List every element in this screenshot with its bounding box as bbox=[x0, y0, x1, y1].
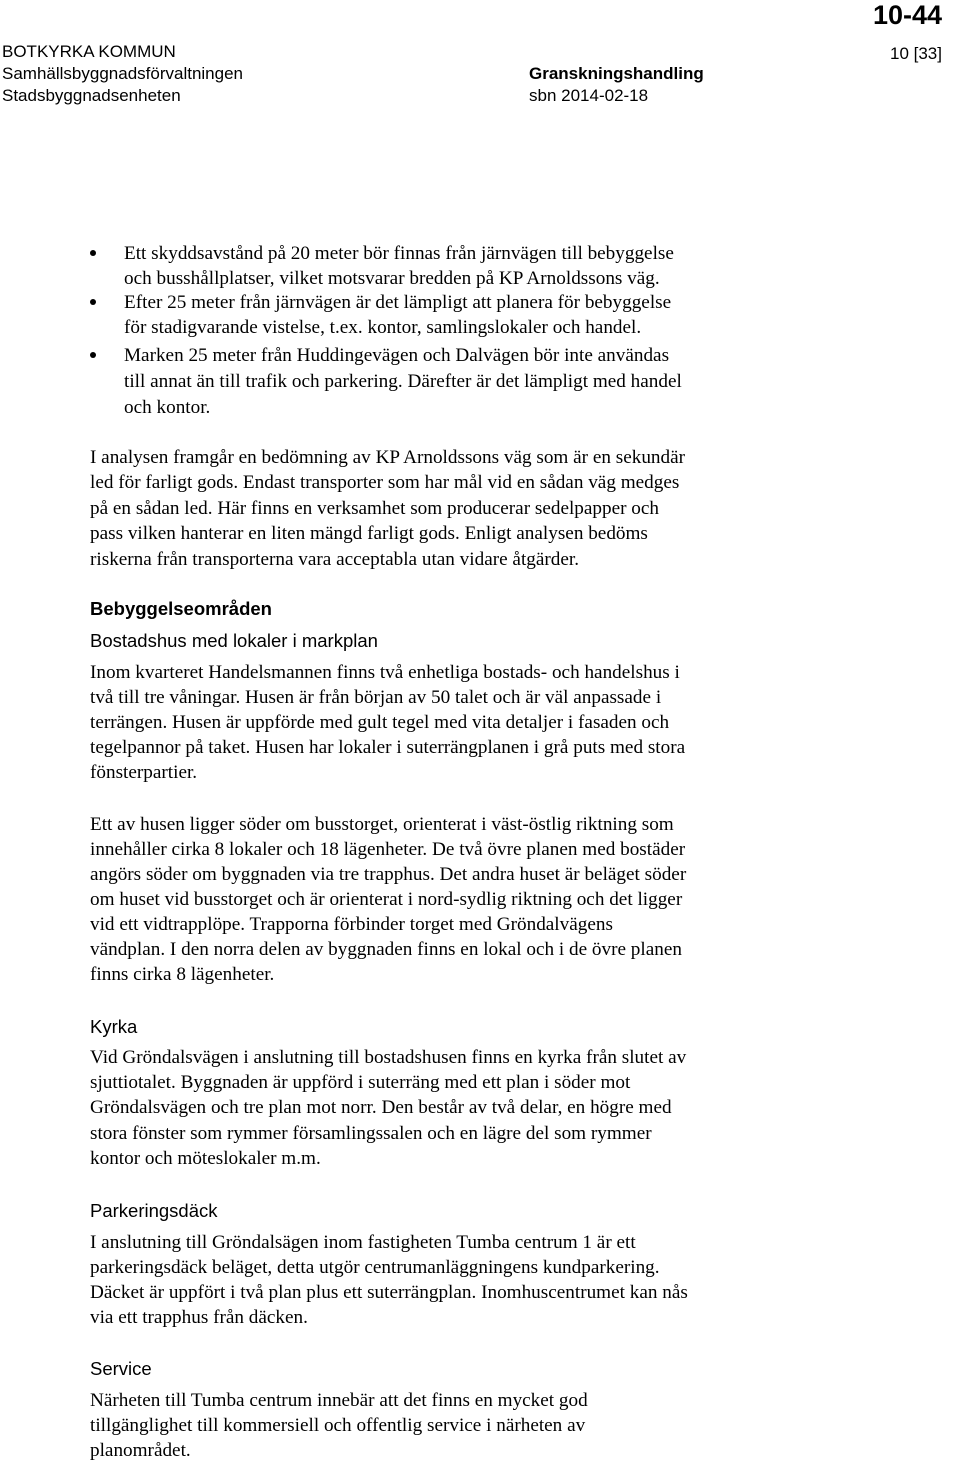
organization-name: BOTKYRKA KOMMUN bbox=[2, 42, 176, 61]
bullet-2-line: för stadigvarande vistelse, t.ex. kontor, samlingslokaler och handel. bbox=[124, 317, 642, 338]
service-line: Närheten till Tumba centrum innebär att det finns en mycket god bbox=[90, 1390, 588, 1411]
bostadshus-line: två till tre våningar. Husen är från början av 50 talet och är väl anpassade i bbox=[90, 687, 662, 708]
bostadshus-line: vid ett vidtrapplöpe. Trapporna förbinder torget med Gröndalvägens bbox=[90, 914, 613, 935]
bostadshus-line: angörs söder om byggnaden via tre trapphus. Det andra huset är beläget söder bbox=[90, 864, 687, 885]
bullet-1-line: och busshållplatser, vilket motsvarar bredden på KP Arnoldssons väg. bbox=[124, 268, 660, 289]
bostadshus-line: om huset vid busstorget och är orienterat i nord-sydlig riktning och det ligger bbox=[90, 889, 683, 910]
document-date: sbn 2014-02-18 bbox=[529, 86, 649, 105]
document-number: 10-44 bbox=[872, 0, 942, 30]
parkering-line: Däcket är uppfört i två plan plus ett suterrängplan. Inomhuscentrumet kan nås bbox=[90, 1282, 688, 1303]
kyrka-line: sjuttiotalet. Byggnaden är uppförd i suterräng med ett plan i söder mot bbox=[90, 1072, 631, 1093]
organization-unit: Stadsbyggnadsenheten bbox=[2, 86, 181, 105]
bostadshus-line: innehåller cirka 8 lokaler och 18 lägenheter. De två övre planen med bostäder bbox=[90, 839, 686, 860]
bullet-3-line: till annat än till trafik och parkering. Därefter är det lämpligt med handel bbox=[124, 371, 682, 392]
bullet-3-line: och kontor. bbox=[124, 397, 211, 418]
bullet-3-line: Marken 25 meter från Huddingevägen och Dalvägen bör inte användas bbox=[124, 345, 670, 366]
bostadshus-line: fönsterpartier. bbox=[90, 762, 198, 783]
section-title: Bebyggelseområden bbox=[90, 598, 272, 619]
parkering-line: I anslutning till Gröndalsägen inom fastigheten Tumba centrum 1 är ett bbox=[90, 1232, 636, 1253]
subsection-heading-service: Service bbox=[90, 1358, 152, 1379]
subsection-heading-kyrka: Kyrka bbox=[90, 1016, 138, 1037]
analysis-line: riskerna från transporterna vara acceptabla utan vidare åtgärder. bbox=[90, 549, 580, 570]
bostadshus-line: vändplan. I den norra delen av byggnaden finns en lokal och i de övre planen bbox=[90, 939, 682, 960]
analysis-line: på en sådan led. Här finns en verksamhet som producerar sedelpapper och bbox=[90, 498, 660, 519]
bullet-icon bbox=[90, 352, 96, 358]
bullet-1-line: Ett skyddsavstånd på 20 meter bör finnas från järnvägen till bebyggelse bbox=[124, 243, 674, 264]
bostadshus-line: terrängen. Husen är uppförde med gult tegel med vita detaljer i fasaden och bbox=[90, 712, 670, 733]
analysis-line: led för farligt gods. Endast transporter som har mål vid en sådan väg medges bbox=[90, 472, 680, 493]
parkering-line: parkeringsdäck beläget, detta utgör centrumanläggningens kundparkering. bbox=[90, 1257, 660, 1278]
bullet-icon bbox=[90, 299, 96, 305]
service-line: planområdet. bbox=[90, 1440, 191, 1461]
subsection-heading-bostadshus: Bostadshus med lokaler i markplan bbox=[90, 630, 378, 651]
document-status: Granskningshandling bbox=[529, 64, 704, 83]
analysis-line: I analysen framgår en bedömning av KP Arnoldssons väg som är en sekundär bbox=[90, 447, 686, 468]
subsection-heading-parkering: Parkeringsdäck bbox=[90, 1200, 218, 1221]
service-line: tillgänglighet till kommersiell och offentlig service i närheten av bbox=[90, 1415, 586, 1436]
parkering-line: via ett trapphus från däcken. bbox=[90, 1307, 308, 1328]
analysis-line: pass vilken hanterar en liten mängd farligt gods. Enligt analysen bedöms bbox=[90, 523, 648, 544]
page-number: 10 [33] bbox=[890, 44, 942, 63]
bullet-2-line: Efter 25 meter från järnvägen är det lämpligt att planera för bebyggelse bbox=[124, 292, 672, 313]
bostadshus-line: tegelpannor på taket. Husen har lokaler i suterrängplanen i grå puts med stora bbox=[90, 737, 686, 758]
kyrka-line: Gröndalsvägen och tre plan mot norr. Den består av två delar, en högre med bbox=[90, 1097, 672, 1118]
bullet-icon bbox=[90, 250, 96, 256]
organization-department: Samhällsbyggnadsförvaltningen bbox=[2, 64, 243, 83]
kyrka-line: Vid Gröndalsvägen i anslutning till bostadshusen finns en kyrka från slutet av bbox=[90, 1047, 687, 1068]
bostadshus-line: Ett av husen ligger söder om busstorget, orienterat i väst-östlig riktning som bbox=[90, 814, 674, 835]
kyrka-line: stora fönster som rymmer församlingssalen och en lägre del som rymmer bbox=[90, 1123, 652, 1144]
bostadshus-line: finns cirka 8 lägenheter. bbox=[90, 964, 275, 985]
kyrka-line: kontor och möteslokaler m.m. bbox=[90, 1148, 321, 1169]
bostadshus-line: Inom kvarteret Handelsmannen finns två enhetliga bostads- och handelshus i bbox=[90, 662, 680, 683]
